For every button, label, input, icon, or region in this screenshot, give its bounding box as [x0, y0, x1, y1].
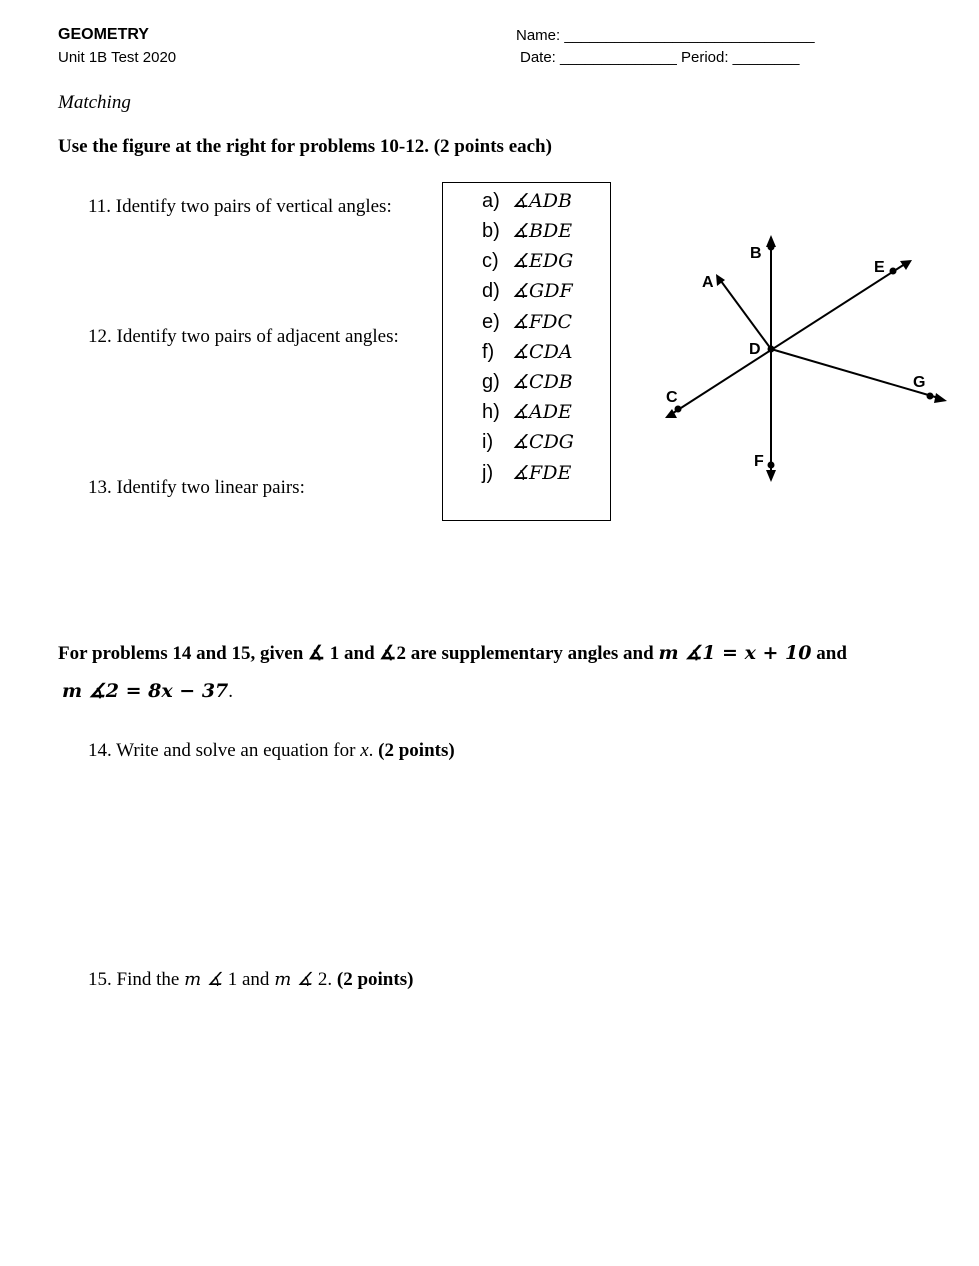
given-line-1	[58, 642, 847, 665]
test-title: GEOMETRY	[58, 26, 149, 43]
choice-i: i) ∡CDG	[482, 431, 574, 453]
date-period-field: Date: ______________ Period: ________	[520, 49, 800, 66]
instruction-main: Use the figure at the right for problems 10-12	[58, 136, 425, 157]
choice-g: g) ∡CDB	[482, 371, 573, 393]
point-d	[768, 346, 775, 353]
given-text: For problems 14 and 15, given ∡ 1 and ∡2 are supplementary angles and	[58, 643, 659, 664]
point-e	[890, 268, 897, 275]
label-g: G	[913, 374, 926, 391]
ray-da	[718, 277, 771, 349]
angle-figure	[650, 225, 950, 490]
choice-b: b) ∡BDE	[482, 220, 573, 242]
question-13: 13. Identify two linear pairs:	[88, 477, 305, 498]
label-d: D	[749, 341, 761, 358]
label-c: C	[666, 389, 678, 406]
given-equation-1: m ∡1 = x + 10	[658, 642, 812, 664]
section-heading: Matching	[58, 92, 131, 113]
question-11: 11. Identify two pairs of vertical angles:	[88, 196, 392, 217]
question-12: 12. Identify two pairs of adjacent angles:	[88, 326, 399, 347]
choice-d: d) ∡GDF	[482, 280, 573, 302]
question-15: 15. Find the m ∡ 1 and m ∡ 2. (2 points)	[88, 969, 414, 990]
name-field: Name: ______________________________	[516, 27, 815, 44]
point-c	[675, 406, 682, 413]
choice-h: h) ∡ADE	[482, 401, 572, 423]
choice-f: f) ∡CDA	[482, 341, 573, 363]
point-f	[768, 462, 775, 469]
arrow-f	[766, 470, 776, 482]
choice-c: c) ∡EDG	[482, 250, 574, 272]
label-e: E	[874, 259, 885, 276]
arrow-g	[934, 393, 947, 403]
instruction-suffix: . (2 points each)	[424, 136, 552, 157]
choice-e: e) ∡FDC	[482, 311, 572, 333]
instruction	[58, 136, 552, 158]
choice-a: a) ∡ADB	[482, 190, 572, 212]
label-a: A	[702, 274, 714, 291]
given-equation-2: m ∡2 = 8x − 37	[62, 680, 229, 702]
point-g	[927, 393, 934, 400]
given-line-2	[62, 680, 233, 703]
given-period: .	[228, 681, 234, 702]
question-14: 14. Write and solve an equation for x. (2 points)	[88, 740, 455, 761]
point-b	[768, 244, 775, 251]
test-subtitle: Unit 1B Test 2020	[58, 49, 177, 66]
label-b: B	[750, 245, 762, 262]
label-f: F	[754, 453, 764, 470]
choice-j: j) ∡FDE	[482, 462, 572, 484]
given-and: and	[811, 643, 847, 664]
